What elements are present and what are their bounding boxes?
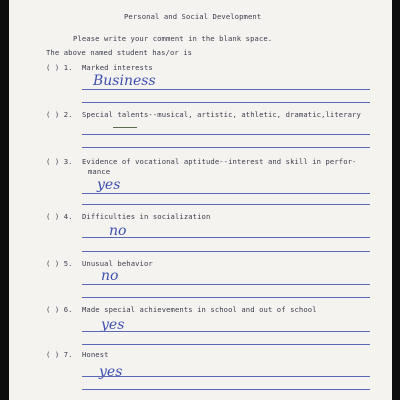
item-4-text: Difficulties in socialization [82, 212, 211, 221]
item-2-line-1 [82, 134, 370, 135]
item-3-text: Evidence of vocational aptitude--interest and skill in perfor- [82, 157, 357, 166]
item-1-answer: Business [93, 73, 156, 89]
item-5-marker: ( ) 5. [46, 259, 73, 268]
item-3-line-2 [82, 204, 370, 205]
item-4-marker: ( ) 4. [46, 212, 73, 221]
section-title: Personal and Social Development [124, 12, 262, 21]
item-3-text-cont: mance [88, 167, 111, 176]
item-7-text: Honest [82, 350, 109, 359]
item-1-line-2 [82, 102, 370, 103]
item-3-answer: yes [97, 177, 121, 193]
item-5-line-2 [82, 297, 370, 298]
item-2-pen-stroke [113, 127, 137, 128]
item-2-line-2 [82, 147, 370, 148]
item-1-marker: ( ) 1. [46, 63, 73, 72]
item-6-line-1 [82, 331, 370, 332]
item-7-answer: yes [99, 364, 123, 380]
instructions: Please write your comment in the blank space. [73, 34, 273, 43]
item-7-line-1 [82, 376, 370, 377]
item-6-marker: ( ) 6. [46, 305, 73, 314]
page-top-edge [9, 0, 392, 7]
document-page [9, 0, 392, 400]
item-2-marker: ( ) 2. [46, 110, 73, 119]
item-4-answer: no [109, 223, 127, 239]
item-5-answer: no [101, 268, 119, 284]
item-6-text: Made special achievements in school and out of school [82, 305, 317, 314]
item-5-text: Unusual behavior [82, 259, 153, 268]
item-6-answer: yes [101, 317, 125, 333]
item-5-line-1 [82, 284, 370, 285]
item-4-line-1 [82, 237, 370, 238]
item-1-text: Marked interests [82, 63, 153, 72]
item-1-line-1 [82, 89, 370, 90]
item-3-marker: ( ) 3. [46, 157, 73, 166]
item-2-text: Special talents--musical, artistic, athletic, dramatic,literary [82, 110, 361, 119]
item-3-line-1 [82, 193, 370, 194]
item-4-line-2 [82, 251, 370, 252]
intro-line: The above named student has/or is [46, 48, 193, 57]
item-6-line-2 [82, 344, 370, 345]
item-7-line-2 [82, 389, 370, 390]
item-7-marker: ( ) 7. [46, 350, 73, 359]
